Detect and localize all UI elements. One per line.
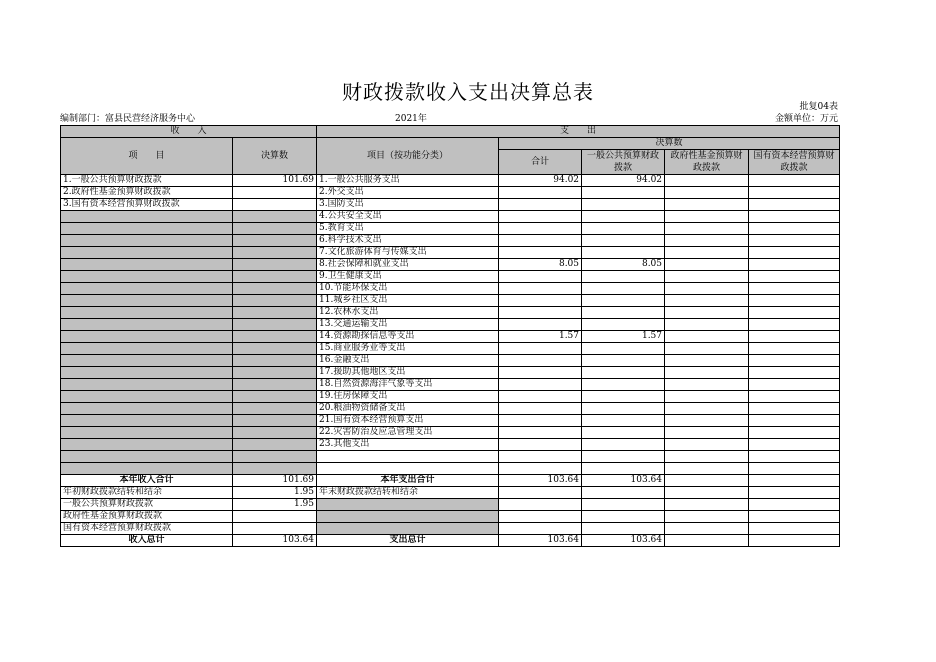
income-amount-cell (233, 247, 317, 259)
income-item-cell (61, 391, 233, 403)
income-item-cell (61, 283, 233, 295)
table-row (61, 247, 840, 259)
carry-expense-fund (665, 487, 749, 499)
expense-fund-cell (665, 319, 749, 331)
total-header: 合计 (499, 150, 582, 175)
expense-total-cell (499, 391, 582, 403)
carry-sub-row (61, 511, 840, 523)
expense-state-cell (749, 211, 840, 223)
expense-item-cell: 22.灾害防治及应急管理支出 (317, 427, 499, 439)
expense-total-cell (499, 427, 582, 439)
expense-general-cell (582, 463, 665, 475)
carry-sub-row (61, 523, 840, 535)
income-amount-cell (233, 463, 317, 475)
expense-item-cell: 7.文化旅游体育与传媒支出 (317, 247, 499, 259)
expense-fund-cell (665, 391, 749, 403)
income-amount-cell: 101.69 (233, 175, 317, 187)
carry-sub-row (61, 499, 840, 511)
expense-header: 支 出 (317, 126, 840, 138)
income-amount-cell (233, 367, 317, 379)
expense-fund-cell (665, 367, 749, 379)
income-item-cell (61, 235, 233, 247)
income-header: 收 入 (61, 126, 317, 138)
year-total-row (61, 475, 840, 487)
expense-total-cell (499, 319, 582, 331)
grand-expense-state (749, 535, 840, 547)
grand-income-amount: 103.64 (233, 535, 317, 547)
income-amount-cell (233, 451, 317, 463)
expense-state-cell (749, 439, 840, 451)
table-row (61, 355, 840, 367)
year-expense-fund (665, 475, 749, 487)
expense-fund-cell (665, 415, 749, 427)
table-row (61, 379, 840, 391)
expense-item-cell: 2.外交支出 (317, 187, 499, 199)
expense-general-cell (582, 319, 665, 331)
carry-sub-total (499, 511, 582, 523)
income-item-cell: 1.一般公共预算财政拨款 (61, 175, 233, 187)
expense-state-cell (749, 451, 840, 463)
state-header: 国有资本经营预算财政拨款 (749, 150, 840, 175)
income-amount-cell (233, 343, 317, 355)
carry-sub-amount (233, 511, 317, 523)
expense-general-cell (582, 283, 665, 295)
expense-fund-cell (665, 307, 749, 319)
page-title: 财政拨款收入支出决算总表 (342, 80, 594, 104)
income-amount-cell (233, 427, 317, 439)
carry-sub-state (749, 499, 840, 511)
expense-general-cell (582, 355, 665, 367)
carry-sub-fund (665, 523, 749, 535)
expense-state-cell (749, 403, 840, 415)
expense-fund-cell (665, 463, 749, 475)
expense-total-cell: 8.05 (499, 259, 582, 271)
table-row (61, 403, 840, 415)
carry-sub-total (499, 499, 582, 511)
income-item-cell (61, 355, 233, 367)
expense-item-cell (317, 463, 499, 475)
fund-header: 政府性基金预算财政拨款 (665, 150, 749, 175)
expense-item-cell: 18.自然资源海洋气象等支出 (317, 379, 499, 391)
expense-item-cell: 9.卫生健康支出 (317, 271, 499, 283)
expense-general-cell (582, 415, 665, 427)
carry-income-amount: 1.95 (233, 487, 317, 499)
expense-general-cell (582, 211, 665, 223)
grand-expense-general: 103.64 (582, 535, 665, 547)
income-item-cell (61, 451, 233, 463)
expense-item-cell: 23.其他支出 (317, 439, 499, 451)
income-item-cell (61, 439, 233, 451)
carry-sub-blank (317, 499, 499, 511)
carry-expense-general (582, 487, 665, 499)
income-amount-cell (233, 391, 317, 403)
table-row (61, 295, 840, 307)
income-amount-cell (233, 223, 317, 235)
income-amount-cell (233, 415, 317, 427)
carry-sub-general (582, 511, 665, 523)
item-header: 项 目 (61, 138, 233, 175)
income-item-cell (61, 307, 233, 319)
table-row (61, 235, 840, 247)
grand-income-label: 收入总计 (61, 535, 233, 547)
carry-sub-general (582, 499, 665, 511)
income-item-cell (61, 343, 233, 355)
expense-total-cell (499, 295, 582, 307)
carry-expense-state (749, 487, 840, 499)
carry-sub-general (582, 523, 665, 535)
expense-total-cell (499, 307, 582, 319)
income-amount-cell (233, 355, 317, 367)
expense-item-cell: 16.金融支出 (317, 355, 499, 367)
table-row (61, 343, 840, 355)
expense-total-cell (499, 199, 582, 211)
expense-fund-cell (665, 427, 749, 439)
expense-fund-cell (665, 247, 749, 259)
carry-row (61, 487, 840, 499)
expense-item-cell: 11.城乡社区支出 (317, 295, 499, 307)
expense-total-cell (499, 271, 582, 283)
expense-general-cell (582, 403, 665, 415)
carry-expense-label: 年末财政拨款结转和结余 (317, 487, 499, 499)
expense-general-cell (582, 391, 665, 403)
expense-fund-cell (665, 187, 749, 199)
table-row (61, 415, 840, 427)
expense-fund-cell (665, 199, 749, 211)
carry-sub-label: 一般公共预算财政拨款 (61, 499, 233, 511)
expense-item-cell: 21.国有资本经营预算支出 (317, 415, 499, 427)
income-amount-cell (233, 211, 317, 223)
expense-state-cell (749, 247, 840, 259)
expense-general-cell (582, 427, 665, 439)
expense-fund-cell (665, 223, 749, 235)
expense-fund-cell (665, 439, 749, 451)
year-income-total-label: 本年收入合计 (61, 475, 233, 487)
expense-fund-cell (665, 283, 749, 295)
expense-item-cell: 13.交通运输支出 (317, 319, 499, 331)
expense-general-cell (582, 187, 665, 199)
table-row (61, 307, 840, 319)
expense-general-cell (582, 451, 665, 463)
general-header: 一般公共预算财政拨款 (582, 150, 665, 175)
income-amount-cell (233, 319, 317, 331)
table-row (61, 223, 840, 235)
expense-state-cell (749, 259, 840, 271)
expense-fund-cell (665, 355, 749, 367)
income-item-cell (61, 367, 233, 379)
table-row (61, 463, 840, 475)
amount-header: 决算数 (233, 138, 317, 175)
income-item-cell (61, 427, 233, 439)
year-expense-state (749, 475, 840, 487)
table-row (61, 199, 840, 211)
carry-sub-fund (665, 499, 749, 511)
table-row (61, 451, 840, 463)
expense-fund-cell (665, 331, 749, 343)
expense-total-cell (499, 451, 582, 463)
expense-total-cell (499, 247, 582, 259)
income-item-cell (61, 319, 233, 331)
income-amount-cell (233, 439, 317, 451)
expense-total-cell (499, 283, 582, 295)
expense-total-cell (499, 355, 582, 367)
table-row (61, 439, 840, 451)
table-row (61, 211, 840, 223)
carry-expense-total (499, 487, 582, 499)
department-label: 编制部门：富县民营经济服务中心 (60, 114, 196, 124)
expense-general-cell (582, 343, 665, 355)
expense-general-cell: 94.02 (582, 175, 665, 187)
income-amount-cell (233, 331, 317, 343)
carry-sub-blank (317, 523, 499, 535)
carry-sub-amount (233, 523, 317, 535)
table-row (61, 271, 840, 283)
expense-state-cell (749, 415, 840, 427)
expense-item-cell: 6.科学技术支出 (317, 235, 499, 247)
income-amount-cell (233, 187, 317, 199)
final-header: 决算数 (499, 138, 840, 150)
expense-general-cell (582, 223, 665, 235)
expense-item-cell: 20.粮油物资储备支出 (317, 403, 499, 415)
expense-state-cell (749, 379, 840, 391)
expense-item-cell: 15.商业服务业等支出 (317, 343, 499, 355)
expense-general-cell (582, 379, 665, 391)
expense-item-cell: 3.国防支出 (317, 199, 499, 211)
table-row (61, 391, 840, 403)
grand-expense-total: 103.64 (499, 535, 582, 547)
expense-fund-cell (665, 295, 749, 307)
carry-sub-label: 国有资本经营预算财政拨款 (61, 523, 233, 535)
income-amount-cell (233, 379, 317, 391)
expense-total-cell (499, 415, 582, 427)
expense-state-cell (749, 367, 840, 379)
expense-state-cell (749, 391, 840, 403)
expense-total-cell (499, 211, 582, 223)
income-item-cell: 3.国有资本经营预算财政拨款 (61, 199, 233, 211)
expense-item-cell: 1.一般公共服务支出 (317, 175, 499, 187)
grand-total-row (61, 535, 840, 547)
income-amount-cell (233, 295, 317, 307)
expense-item-cell (317, 451, 499, 463)
expense-fund-cell (665, 403, 749, 415)
func-item-header: 项目（按功能分类） (317, 138, 499, 175)
grand-expense-fund (665, 535, 749, 547)
expense-total-cell (499, 367, 582, 379)
expense-fund-cell (665, 211, 749, 223)
expense-total-cell (499, 235, 582, 247)
expense-general-cell (582, 295, 665, 307)
expense-state-cell (749, 175, 840, 187)
carry-sub-label: 政府性基金预算财政拨款 (61, 511, 233, 523)
year-expense-total: 103.64 (499, 475, 582, 487)
expense-total-cell (499, 463, 582, 475)
expense-general-cell (582, 199, 665, 211)
income-item-cell (61, 331, 233, 343)
income-item-cell (61, 259, 233, 271)
expense-fund-cell (665, 343, 749, 355)
expense-state-cell (749, 223, 840, 235)
expense-state-cell (749, 295, 840, 307)
income-item-cell (61, 211, 233, 223)
income-amount-cell (233, 199, 317, 211)
income-amount-cell (233, 271, 317, 283)
income-item-cell (61, 271, 233, 283)
expense-state-cell (749, 283, 840, 295)
income-amount-cell (233, 307, 317, 319)
expense-fund-cell (665, 451, 749, 463)
table-row (61, 319, 840, 331)
expense-total-cell (499, 223, 582, 235)
expense-state-cell (749, 199, 840, 211)
expense-item-cell: 10.节能环保支出 (317, 283, 499, 295)
expense-fund-cell (665, 259, 749, 271)
expense-state-cell (749, 319, 840, 331)
year-label: 2021年 (395, 114, 427, 124)
expense-fund-cell (665, 379, 749, 391)
income-item-cell (61, 247, 233, 259)
expense-total-cell (499, 403, 582, 415)
expense-state-cell (749, 463, 840, 475)
expense-general-cell: 1.57 (582, 331, 665, 343)
table-row (61, 259, 840, 271)
income-amount-cell (233, 403, 317, 415)
carry-sub-fund (665, 511, 749, 523)
expense-item-cell: 17.援助其他地区支出 (317, 367, 499, 379)
income-amount-cell (233, 235, 317, 247)
expense-state-cell (749, 355, 840, 367)
expense-total-cell: 94.02 (499, 175, 582, 187)
expense-state-cell (749, 331, 840, 343)
expense-item-cell: 4.公共安全支出 (317, 211, 499, 223)
income-item-cell: 2.政府性基金预算财政拨款 (61, 187, 233, 199)
carry-sub-state (749, 523, 840, 535)
unit-label: 金额单位：万元 (774, 114, 838, 124)
expense-item-cell: 5.教育支出 (317, 223, 499, 235)
expense-total-cell (499, 343, 582, 355)
expense-general-cell (582, 235, 665, 247)
income-item-cell (61, 223, 233, 235)
expense-general-cell (582, 247, 665, 259)
income-item-cell (61, 415, 233, 427)
expense-item-cell: 14.资源勘探信息等支出 (317, 331, 499, 343)
expense-general-cell: 8.05 (582, 259, 665, 271)
form-number: 批复04表 (799, 102, 838, 112)
expense-state-cell (749, 427, 840, 439)
expense-item-cell: 8.社会保障和就业支出 (317, 259, 499, 271)
carry-sub-amount: 1.95 (233, 499, 317, 511)
year-expense-total-label: 本年支出合计 (317, 475, 499, 487)
carry-sub-state (749, 511, 840, 523)
expense-fund-cell (665, 271, 749, 283)
expense-general-cell (582, 439, 665, 451)
income-item-cell (61, 403, 233, 415)
expense-general-cell (582, 367, 665, 379)
expense-total-cell (499, 187, 582, 199)
income-item-cell (61, 379, 233, 391)
expense-item-cell: 19.住房保障支出 (317, 391, 499, 403)
table-row (61, 283, 840, 295)
year-income-total-amount: 101.69 (233, 475, 317, 487)
carry-sub-total (499, 523, 582, 535)
table-row (61, 187, 840, 199)
expense-general-cell (582, 307, 665, 319)
expense-total-cell (499, 379, 582, 391)
expense-item-cell: 12.农林水支出 (317, 307, 499, 319)
expense-fund-cell (665, 235, 749, 247)
table-row (61, 331, 840, 343)
carry-sub-blank (317, 511, 499, 523)
table-row (61, 427, 840, 439)
table-row (61, 175, 840, 187)
carry-income-label: 年初财政拨款结转和结余 (61, 487, 233, 499)
grand-expense-label: 支出总计 (317, 535, 499, 547)
budget-table (60, 125, 840, 547)
year-expense-general: 103.64 (582, 475, 665, 487)
income-item-cell (61, 463, 233, 475)
expense-state-cell (749, 187, 840, 199)
expense-state-cell (749, 343, 840, 355)
expense-total-cell (499, 439, 582, 451)
expense-total-cell: 1.57 (499, 331, 582, 343)
table-row (61, 367, 840, 379)
income-amount-cell (233, 283, 317, 295)
income-amount-cell (233, 259, 317, 271)
expense-state-cell (749, 271, 840, 283)
expense-general-cell (582, 271, 665, 283)
income-item-cell (61, 295, 233, 307)
expense-state-cell (749, 307, 840, 319)
expense-fund-cell (665, 175, 749, 187)
expense-state-cell (749, 235, 840, 247)
